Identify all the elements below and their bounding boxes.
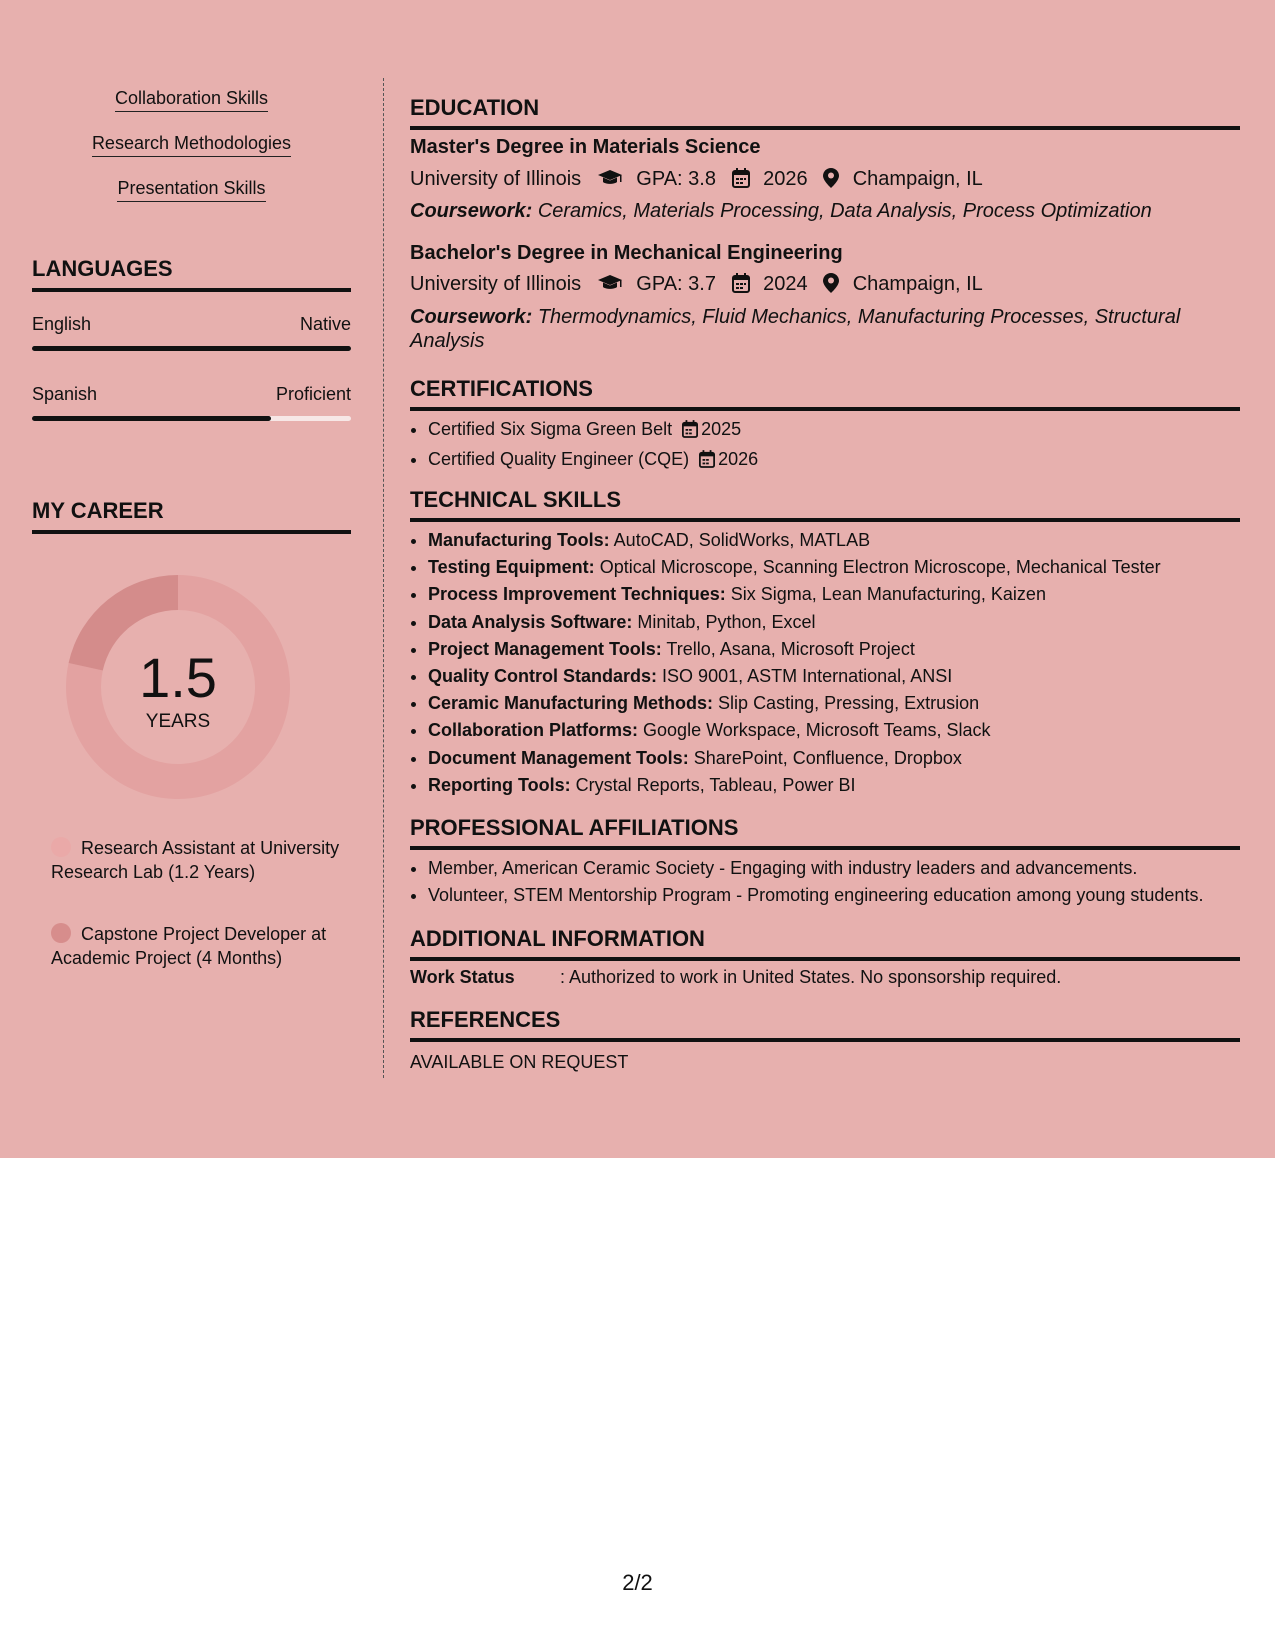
skill-values: Minitab, Python, Excel <box>637 611 816 632</box>
list-item <box>428 663 1240 690</box>
career-item-text: Research Assistant at University Research Lab (1.2 Years) <box>51 838 340 882</box>
skill-values: Crystal Reports, Tableau, Power BI <box>575 774 856 795</box>
graduation-cap-icon <box>597 168 623 194</box>
certification-year: 2026 <box>718 449 759 470</box>
career-donut-chart <box>66 575 290 799</box>
graduation-cap-icon <box>597 273 623 299</box>
list-item <box>428 745 1240 772</box>
skill-values: SharePoint, Confluence, Dropbox <box>693 747 962 768</box>
list-item <box>428 416 1240 446</box>
skill-link[interactable] <box>32 88 351 109</box>
degree-year: 2024 <box>763 273 808 295</box>
skill-values: ISO 9001, ASTM International, ANSI <box>662 666 953 687</box>
skill-category: Document Management Tools: <box>428 747 689 768</box>
list-item <box>428 446 1240 476</box>
skill-label: Presentation Skills <box>117 178 265 202</box>
degree-location: Champaign, IL <box>852 273 983 295</box>
languages-heading: LANGUAGES <box>32 256 351 292</box>
coursework <box>410 305 1230 353</box>
language-name: Spanish <box>32 384 98 404</box>
skill-label: Research Methodologies <box>92 133 291 157</box>
calendar-icon <box>732 273 750 299</box>
coursework <box>410 199 1230 223</box>
career-item-text: Capstone Project Developer at Academic Project (4 Months) <box>51 924 327 968</box>
list-item <box>428 636 1240 663</box>
skill-values: Optical Microscope, Scanning Electron Microscope, Mechanical Tester <box>599 557 1161 578</box>
list-item <box>428 717 1240 744</box>
list-item: • Volunteer, STEM Mentorship Program - Promoting engineering education among young students. <box>428 882 1240 909</box>
legend-dot <box>51 923 71 943</box>
skill-category: Data Analysis Software: <box>428 611 633 632</box>
degree-title: Bachelor's Degree in Mechanical Engineering <box>410 242 843 264</box>
certifications-heading: CERTIFICATIONS <box>410 376 1240 411</box>
language-level: Proficient <box>275 384 351 404</box>
donut-center <box>66 575 290 799</box>
skill-category: Testing Equipment: <box>428 557 595 578</box>
career-heading: MY CAREER <box>32 498 351 534</box>
skill-values: AutoCAD, SolidWorks, MATLAB <box>613 530 871 550</box>
gpa: GPA: 3.8 <box>636 168 716 190</box>
calendar-icon <box>732 168 750 194</box>
work-status-row <box>410 967 1061 988</box>
calendar-icon <box>699 449 715 476</box>
list-item <box>428 554 1240 581</box>
skill-category: Reporting Tools: <box>428 774 571 795</box>
skill-values: Google Workspace, Microsoft Teams, Slack <box>643 720 991 741</box>
work-status-label: Work Status <box>410 967 515 987</box>
gpa: GPA: 3.7 <box>636 273 716 295</box>
degree-title: Master's Degree in Materials Science <box>410 136 761 158</box>
page-number: 2/2 <box>622 1570 653 1595</box>
language-bar <box>32 416 351 421</box>
career-item <box>51 922 341 970</box>
skill-category: Process Improvement Techniques: <box>428 584 726 605</box>
degree-location: Champaign, IL <box>852 168 983 190</box>
skill-link[interactable] <box>32 133 351 154</box>
skill-category: Quality Control Standards: <box>428 666 658 687</box>
list-item <box>428 581 1240 608</box>
skill-label: Collaboration Skills <box>115 88 268 112</box>
skill-category: Collaboration Platforms: <box>428 720 639 741</box>
coursework-text: Thermodynamics, Fluid Mechanics, Manufacturing Processes, Structural Analysis <box>410 306 1181 352</box>
school-name: University of Illinois <box>410 168 582 190</box>
degree-year: 2026 <box>763 168 808 190</box>
certifications-list <box>428 416 1240 476</box>
technical-skills-heading: TECHNICAL SKILLS <box>410 487 1240 522</box>
language-level: Native <box>299 314 351 334</box>
degree-meta <box>410 168 983 194</box>
language-bar-fill <box>32 416 271 421</box>
skill-values: Six Sigma, Lean Manufacturing, Kaizen <box>730 584 1046 605</box>
technical-skills-list <box>428 527 1240 799</box>
skill-values: Slip Casting, Pressing, Extrusion <box>718 693 980 714</box>
references-heading: REFERENCES <box>410 1007 1240 1042</box>
school-name: University of Illinois <box>410 273 582 295</box>
language-name: English <box>32 314 92 334</box>
language-bar-fill <box>32 346 351 351</box>
skill-link[interactable] <box>32 178 351 199</box>
list-item <box>428 609 1240 636</box>
career-years-label: YEARS <box>145 711 211 732</box>
coursework-label: Coursework: <box>410 306 533 328</box>
list-item <box>428 690 1240 717</box>
calendar-icon <box>682 419 698 446</box>
certification-name: Certified Quality Engineer (CQE) <box>428 449 690 470</box>
column-divider <box>383 78 384 1078</box>
coursework-label: Coursework: <box>410 200 533 222</box>
additional-info-heading: ADDITIONAL INFORMATION <box>410 926 1240 961</box>
work-status-value: : Authorized to work in United States. No sponsorship required. <box>560 967 1062 987</box>
legend-dot <box>51 837 71 857</box>
career-total-years: 1.5 <box>139 646 217 709</box>
skill-values: Trello, Asana, Microsoft Project <box>666 638 915 659</box>
certification-year: 2025 <box>701 419 742 439</box>
language-bar <box>32 346 351 351</box>
skill-category: Ceramic Manufacturing Methods: <box>428 693 714 714</box>
degree-meta <box>410 273 983 299</box>
skill-category: Manufacturing Tools: <box>428 530 610 550</box>
list-item: • Member, American Ceramic Society - Engaging with industry leaders and advancements. <box>428 855 1240 882</box>
education-heading: EDUCATION <box>410 95 1240 130</box>
skill-category: Project Management Tools: <box>428 638 662 659</box>
location-pin-icon <box>823 168 839 194</box>
affiliations-heading: PROFESSIONAL AFFILIATIONS <box>410 815 1240 850</box>
location-pin-icon <box>823 273 839 299</box>
coursework-text: Ceramics, Materials Processing, Data Analysis, Process Optimization <box>537 200 1152 222</box>
language-row <box>32 384 351 424</box>
list-item <box>428 772 1240 799</box>
affiliations-list <box>428 855 1240 909</box>
career-item <box>51 836 341 884</box>
language-row <box>32 314 351 354</box>
certification-name: Certified Six Sigma Green Belt <box>428 419 673 439</box>
list-item <box>428 527 1240 554</box>
references-text: AVAILABLE ON REQUEST <box>410 1052 629 1072</box>
